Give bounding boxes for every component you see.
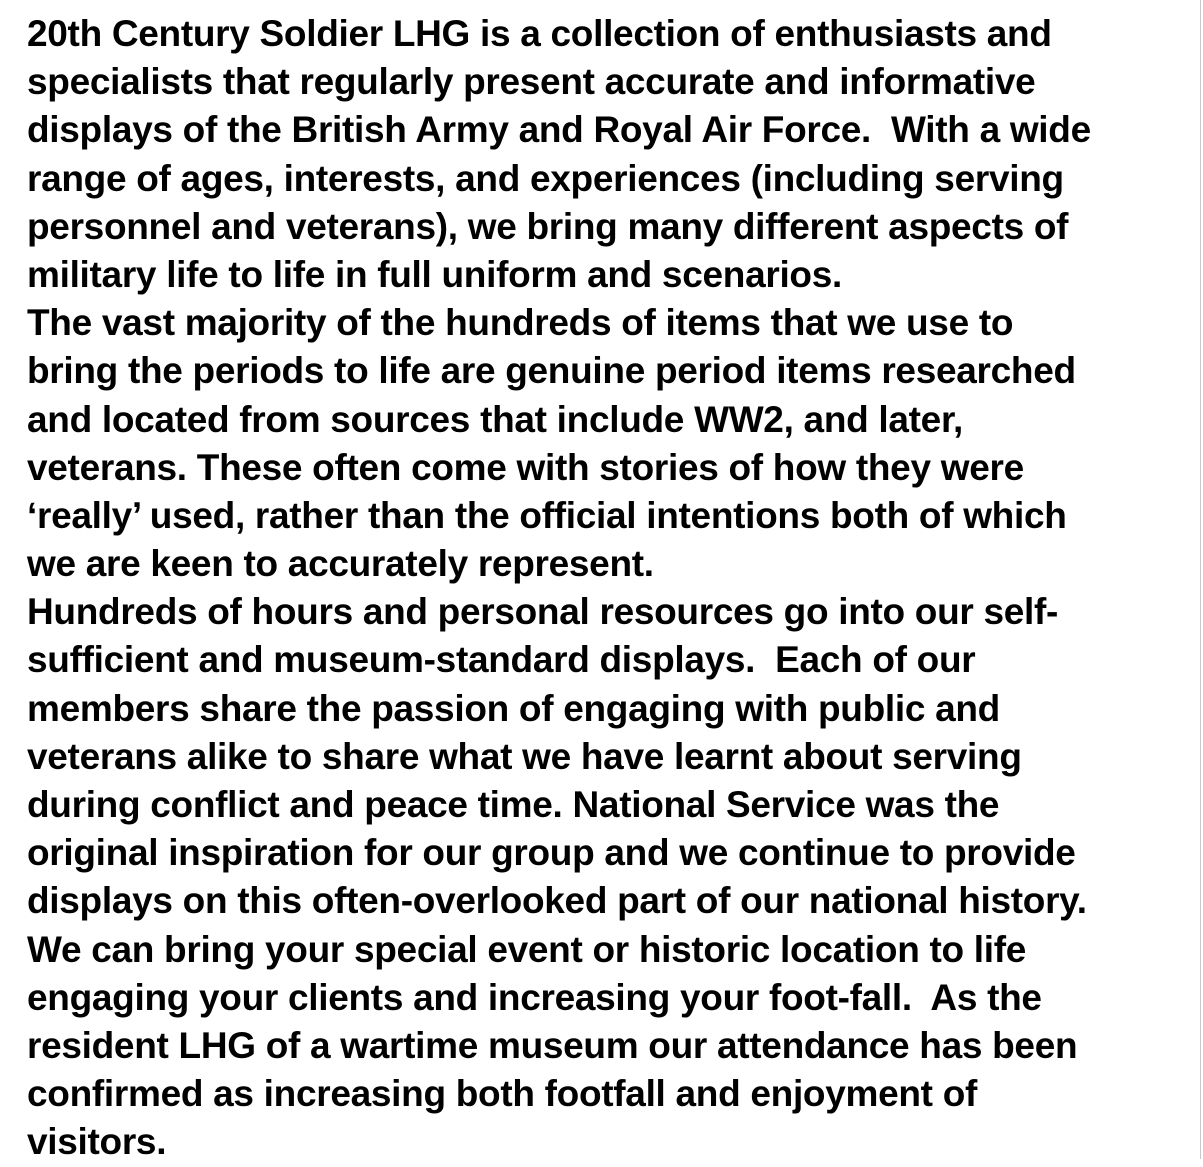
text-line: veterans alike to share what we have learnt about serving: [27, 735, 1022, 777]
text-line: engaging your clients and increasing your foot-fall. As the: [27, 976, 1042, 1018]
text-line: The vast majority of the hundreds of items that we use to: [27, 302, 1014, 344]
text-line: range of ages, interests, and experiences (including serving: [27, 157, 1064, 199]
text-line: resident LHG of a wartime museum our attendance has been: [27, 1024, 1078, 1066]
text-line: original inspiration for our group and we continue to provide: [27, 832, 1076, 874]
paragraph-events: [27, 926, 1177, 1167]
text-line: visitors.: [27, 1121, 167, 1163]
text-line: during conflict and peace time. National Service was the: [27, 784, 1000, 825]
paragraph-items: [27, 299, 1177, 588]
text-line: and located from sources that include WW2, and later,: [27, 398, 964, 440]
text-line: displays of the British Army and Royal Air Force. With a wide: [27, 109, 1091, 151]
text-line: bring the periods to life are genuine period items researched: [27, 350, 1076, 392]
paragraph-displays: [27, 588, 1177, 925]
text-line: displays on this often-overlooked part of our national history.: [27, 880, 1087, 922]
text-line: veterans. These often come with stories of how they were: [27, 446, 1024, 488]
edge-divider: [1200, 0, 1201, 1159]
text-line: We can bring your special event or historic location to life: [27, 928, 1027, 970]
document-body: [27, 10, 1177, 1167]
text-line: sufficient and museum-standard displays. Each of our: [27, 639, 976, 681]
paragraph-intro: [27, 10, 1177, 299]
text-line: 20th Century Soldier LHG is a collection of enthusiasts and: [27, 13, 1052, 54]
text-line: specialists that regularly present accurate and informative: [27, 61, 1036, 103]
text-line: Hundreds of hours and personal resources go into our self-: [27, 591, 1059, 633]
text-line: ‘really’ used, rather than the official intentions both of which: [27, 494, 1067, 536]
text-line: members share the passion of engaging with public and: [27, 687, 1000, 729]
text-line: military life to life in full uniform and scenarios.: [27, 253, 842, 295]
text-line: we are keen to accurately represent.: [27, 543, 654, 585]
text-line: confirmed as increasing both footfall and enjoyment of: [27, 1073, 978, 1115]
text-line: personnel and veterans), we bring many different aspects of: [27, 205, 1069, 247]
